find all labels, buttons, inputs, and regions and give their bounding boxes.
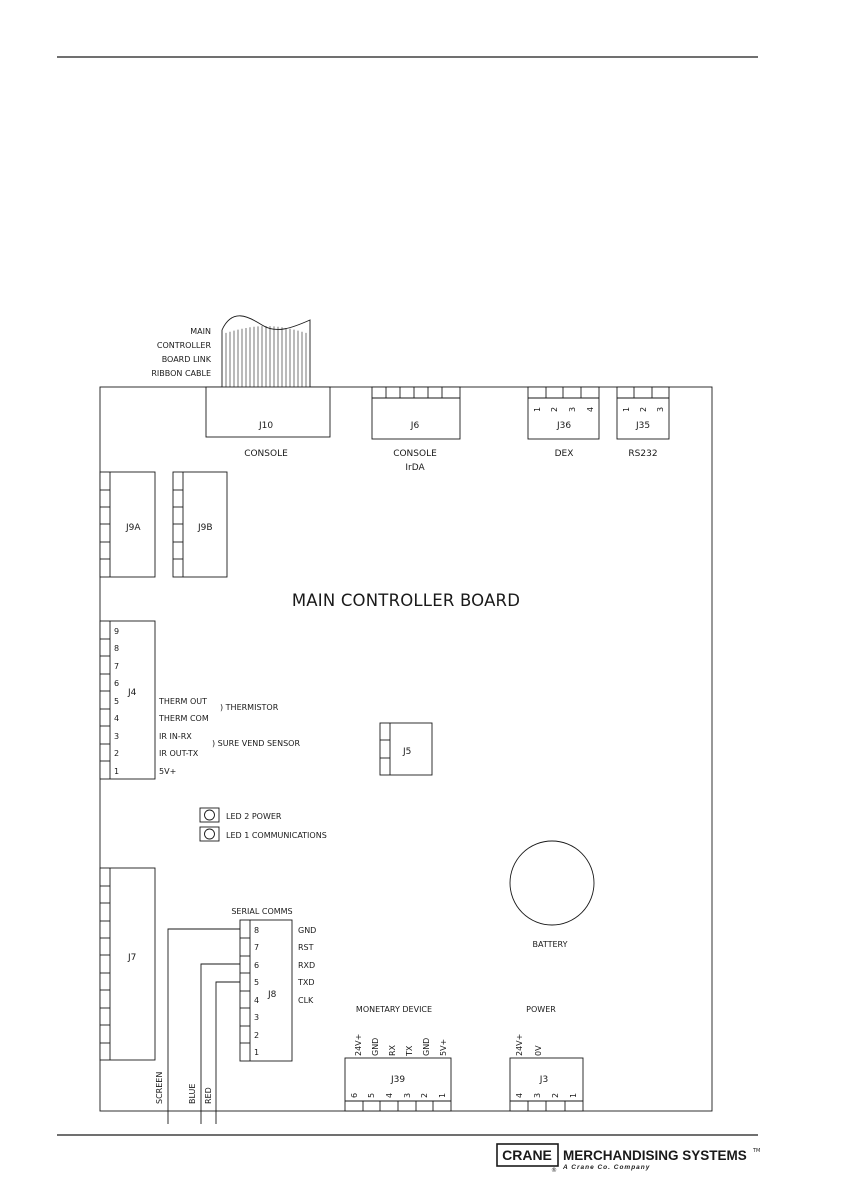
crane-logo	[497, 1144, 760, 1174]
svg-text:BOARD LINK: BOARD LINK	[161, 355, 211, 364]
svg-text:8: 8	[254, 926, 260, 935]
svg-text:J8: J8	[268, 990, 277, 1000]
svg-text:J5: J5	[403, 747, 412, 757]
svg-text:4: 4	[254, 996, 260, 1005]
svg-text:8: 8	[114, 644, 120, 653]
svg-text:2: 2	[254, 1031, 260, 1040]
svg-text:2: 2	[551, 1092, 560, 1098]
svg-text:J7: J7	[128, 953, 137, 963]
svg-text:®: ®	[551, 1167, 557, 1174]
svg-text:1: 1	[622, 406, 631, 412]
svg-text:GND: GND	[298, 926, 317, 935]
j6-caption-irda: IrDA	[405, 463, 425, 473]
company-tagline: A Crane Co. Company	[563, 1164, 651, 1171]
svg-text:J39: J39	[390, 1075, 406, 1085]
svg-text:1: 1	[569, 1092, 578, 1098]
svg-text:TXD: TXD	[298, 978, 315, 987]
wire-label-red: RED	[204, 1087, 213, 1104]
svg-text:J10: J10	[258, 421, 274, 431]
svg-text:7: 7	[254, 943, 260, 952]
svg-text:2: 2	[639, 406, 648, 412]
svg-text:6: 6	[254, 961, 260, 970]
svg-text:0V: 0V	[534, 1045, 543, 1056]
svg-text:THERM OUT: THERM OUT	[159, 697, 207, 706]
svg-text:9: 9	[114, 627, 120, 636]
svg-text:LED 1 COMMUNICATIONS: LED 1 COMMUNICATIONS	[226, 831, 327, 840]
svg-text:J35: J35	[635, 421, 651, 431]
board-title: MAIN CONTROLLER BOARD	[291, 591, 521, 610]
svg-text:RIBBON CABLE: RIBBON CABLE	[151, 369, 211, 378]
j10-caption: CONSOLE	[244, 449, 288, 459]
svg-text:3: 3	[254, 1013, 260, 1022]
connector-j9a	[100, 472, 155, 577]
svg-text:24V+: 24V+	[515, 1033, 524, 1056]
svg-text:3: 3	[403, 1092, 412, 1098]
svg-text:MAIN: MAIN	[190, 327, 211, 336]
thermistor-group-label: ) THERMISTOR	[220, 703, 279, 712]
svg-text:J9B: J9B	[198, 523, 213, 533]
svg-text:6: 6	[114, 679, 120, 688]
svg-text:IR OUT-TX: IR OUT-TX	[159, 749, 199, 758]
connector-j3	[510, 1058, 583, 1111]
j6-caption: CONSOLE	[393, 449, 437, 459]
svg-text:LED 2 POWER: LED 2 POWER	[226, 812, 282, 821]
svg-text:J9A: J9A	[126, 523, 141, 533]
svg-text:J4: J4	[128, 688, 137, 698]
svg-text:7: 7	[114, 662, 120, 671]
svg-text:CONTROLLER: CONTROLLER	[156, 341, 211, 350]
svg-text:4: 4	[586, 406, 595, 412]
svg-text:CLK: CLK	[298, 996, 314, 1005]
svg-text:IR IN-RX: IR IN-RX	[159, 732, 192, 741]
svg-text:5V+: 5V+	[159, 767, 177, 776]
connector-j7	[100, 868, 155, 1060]
monetary-device-caption: MONETARY DEVICE	[355, 1005, 433, 1014]
svg-text:RX: RX	[388, 1044, 397, 1056]
svg-text:3: 3	[656, 406, 665, 412]
svg-text:THERM COM: THERM COM	[159, 714, 209, 723]
svg-text:3: 3	[114, 732, 120, 741]
serial-comms-caption: SERIAL COMMS	[231, 907, 293, 916]
ribbon-cable-label	[151, 327, 211, 378]
power-caption: POWER	[526, 1005, 556, 1014]
svg-text:4: 4	[515, 1092, 524, 1098]
svg-text:5: 5	[367, 1092, 376, 1098]
svg-text:6: 6	[350, 1092, 359, 1098]
connector-j8	[240, 920, 292, 1061]
svg-text:2: 2	[550, 406, 559, 412]
svg-text:24V+: 24V+	[354, 1033, 363, 1056]
svg-text:BATTERY: BATTERY	[532, 940, 568, 949]
svg-text:2: 2	[114, 749, 120, 758]
connector-j39	[345, 1058, 451, 1111]
svg-text:CRANE: CRANE	[502, 1147, 552, 1163]
svg-text:5V+: 5V+	[439, 1038, 448, 1056]
svg-text:TM: TM	[753, 1148, 761, 1154]
connector-j5	[380, 723, 432, 775]
svg-text:1: 1	[254, 1048, 260, 1057]
svg-text:5: 5	[114, 697, 120, 706]
svg-text:3: 3	[533, 1092, 542, 1098]
svg-text:3: 3	[568, 406, 577, 412]
svg-text:2: 2	[420, 1092, 429, 1098]
connector-j9b	[173, 472, 227, 577]
company-name: MERCHANDISING SYSTEMS	[563, 1148, 747, 1163]
svg-text:5: 5	[254, 978, 260, 987]
svg-text:RXD: RXD	[298, 961, 316, 970]
wire-label-screen: SCREEN	[155, 1071, 164, 1104]
svg-text:1: 1	[533, 406, 542, 412]
svg-text:GND: GND	[422, 1037, 431, 1056]
j35-caption: RS232	[628, 449, 658, 459]
svg-text:4: 4	[114, 714, 120, 723]
wire-label-blue: BLUE	[188, 1083, 197, 1104]
svg-text:GND: GND	[371, 1037, 380, 1056]
svg-text:TX: TX	[405, 1045, 414, 1056]
svg-text:4: 4	[385, 1092, 394, 1098]
svg-text:J36: J36	[556, 421, 572, 431]
svg-text:RST: RST	[298, 943, 314, 952]
svg-text:1: 1	[114, 767, 120, 776]
svg-text:1: 1	[438, 1092, 447, 1098]
sure-vend-group-label: ) SURE VEND SENSOR	[212, 739, 301, 748]
svg-text:J6: J6	[410, 421, 420, 431]
connector-j4	[100, 621, 155, 779]
j36-caption: DEX	[554, 449, 574, 459]
svg-text:J3: J3	[539, 1075, 549, 1085]
